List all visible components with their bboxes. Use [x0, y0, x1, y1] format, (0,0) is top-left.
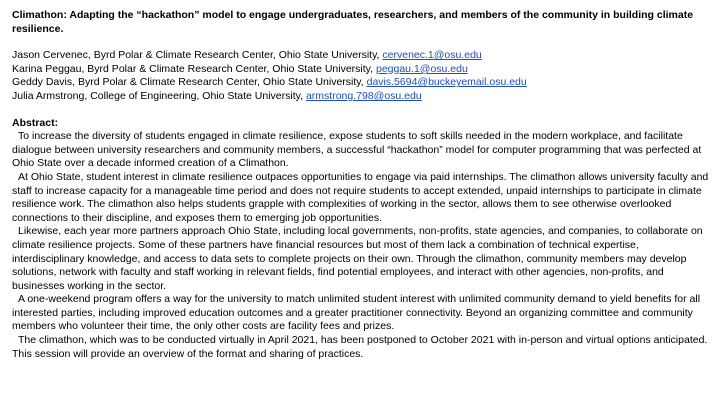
author-email-link[interactable]: armstrong.798@osu.edu	[305, 89, 422, 102]
abstract-paragraph: The climathon, which was to be conducted virtually in April 2021, has been postponed to October 2021 with in-person and virtual options anticipated. This session will provide an overview of the format and sharing of practices.	[12, 334, 708, 360]
author-affiliation: Julia Armstrong, College of Engineering, Ohio State University,	[12, 89, 306, 102]
document-title: Climathon: Adapting the “hackathon” model to engage undergraduates, researchers, and members of the community in building climate resilience.	[12, 9, 694, 35]
author-affiliation: Geddy Davis, Byrd Polar & Climate Research Center, Ohio State University,	[12, 76, 367, 89]
author-email-link[interactable]: cervenec.1@osu.edu	[382, 49, 482, 62]
author-line	[12, 76, 710, 90]
author-list	[12, 49, 710, 103]
abstract-paragraph: At Ohio State, student interest in climate resilience outpaces opportunities to engage via paid internships. The climathon allows university faculty and staff to increase capacity for a manageable time period and does not require students to accept extended, unpaid internships to participate in climate resilience work. The climathon also helps students grapple with complexities of working in the sector, allows them to see otherwise overlooked connections to their discipline, and exposes them to emerging job opportunities.	[12, 170, 709, 224]
abstract-paragraph: A one-weekend program offers a way for the university to match unlimited student interest with unlimited community demand to yield benefits for all interested parties, including improved education outcomes and a greater practitioner connectivity. Beyond an organizing committee and community members who volunteer their time, the only other costs are facility fees and prizes.	[12, 293, 701, 333]
author-line	[12, 63, 710, 77]
author-affiliation: Karina Peggau, Byrd Polar & Climate Research Center, Ohio State University,	[12, 62, 376, 75]
author-email-link[interactable]: peggau.1@osu.edu	[375, 62, 468, 75]
abstract-paragraph: To increase the diversity of students engaged in climate resilience, expose students to soft skills needed in the modern workplace, and facilitate dialogue between university researchers and community members, a successful “hackathon” model for computer programming that was perfected at Ohio State over a decade informed creation of a Climathon.	[12, 130, 702, 170]
abstract-heading: Abstract:	[12, 116, 59, 129]
author-affiliation: Jason Cervenec, Byrd Polar & Climate Research Center, Ohio State University,	[12, 49, 383, 62]
abstract-paragraph: Likewise, each year more partners approach Ohio State, including local governments, non-profits, state agencies, and companies, to collaborate on climate resilience projects. Some of these partners have financial resources but most of them lack a combination of technical expertise, interdisciplinary knowledge, and access to data sets to complete projects on their own. Through the climathon, community members may develop solutions, network with faculty and staff working in relevant fields, find potential employees, and interact with other agencies, non-profits, and businesses working in the sector.	[12, 225, 703, 292]
author-line	[12, 90, 710, 104]
author-line	[12, 49, 710, 63]
author-email-link[interactable]: davis.5694@buckeyemail.osu.edu	[366, 76, 527, 89]
